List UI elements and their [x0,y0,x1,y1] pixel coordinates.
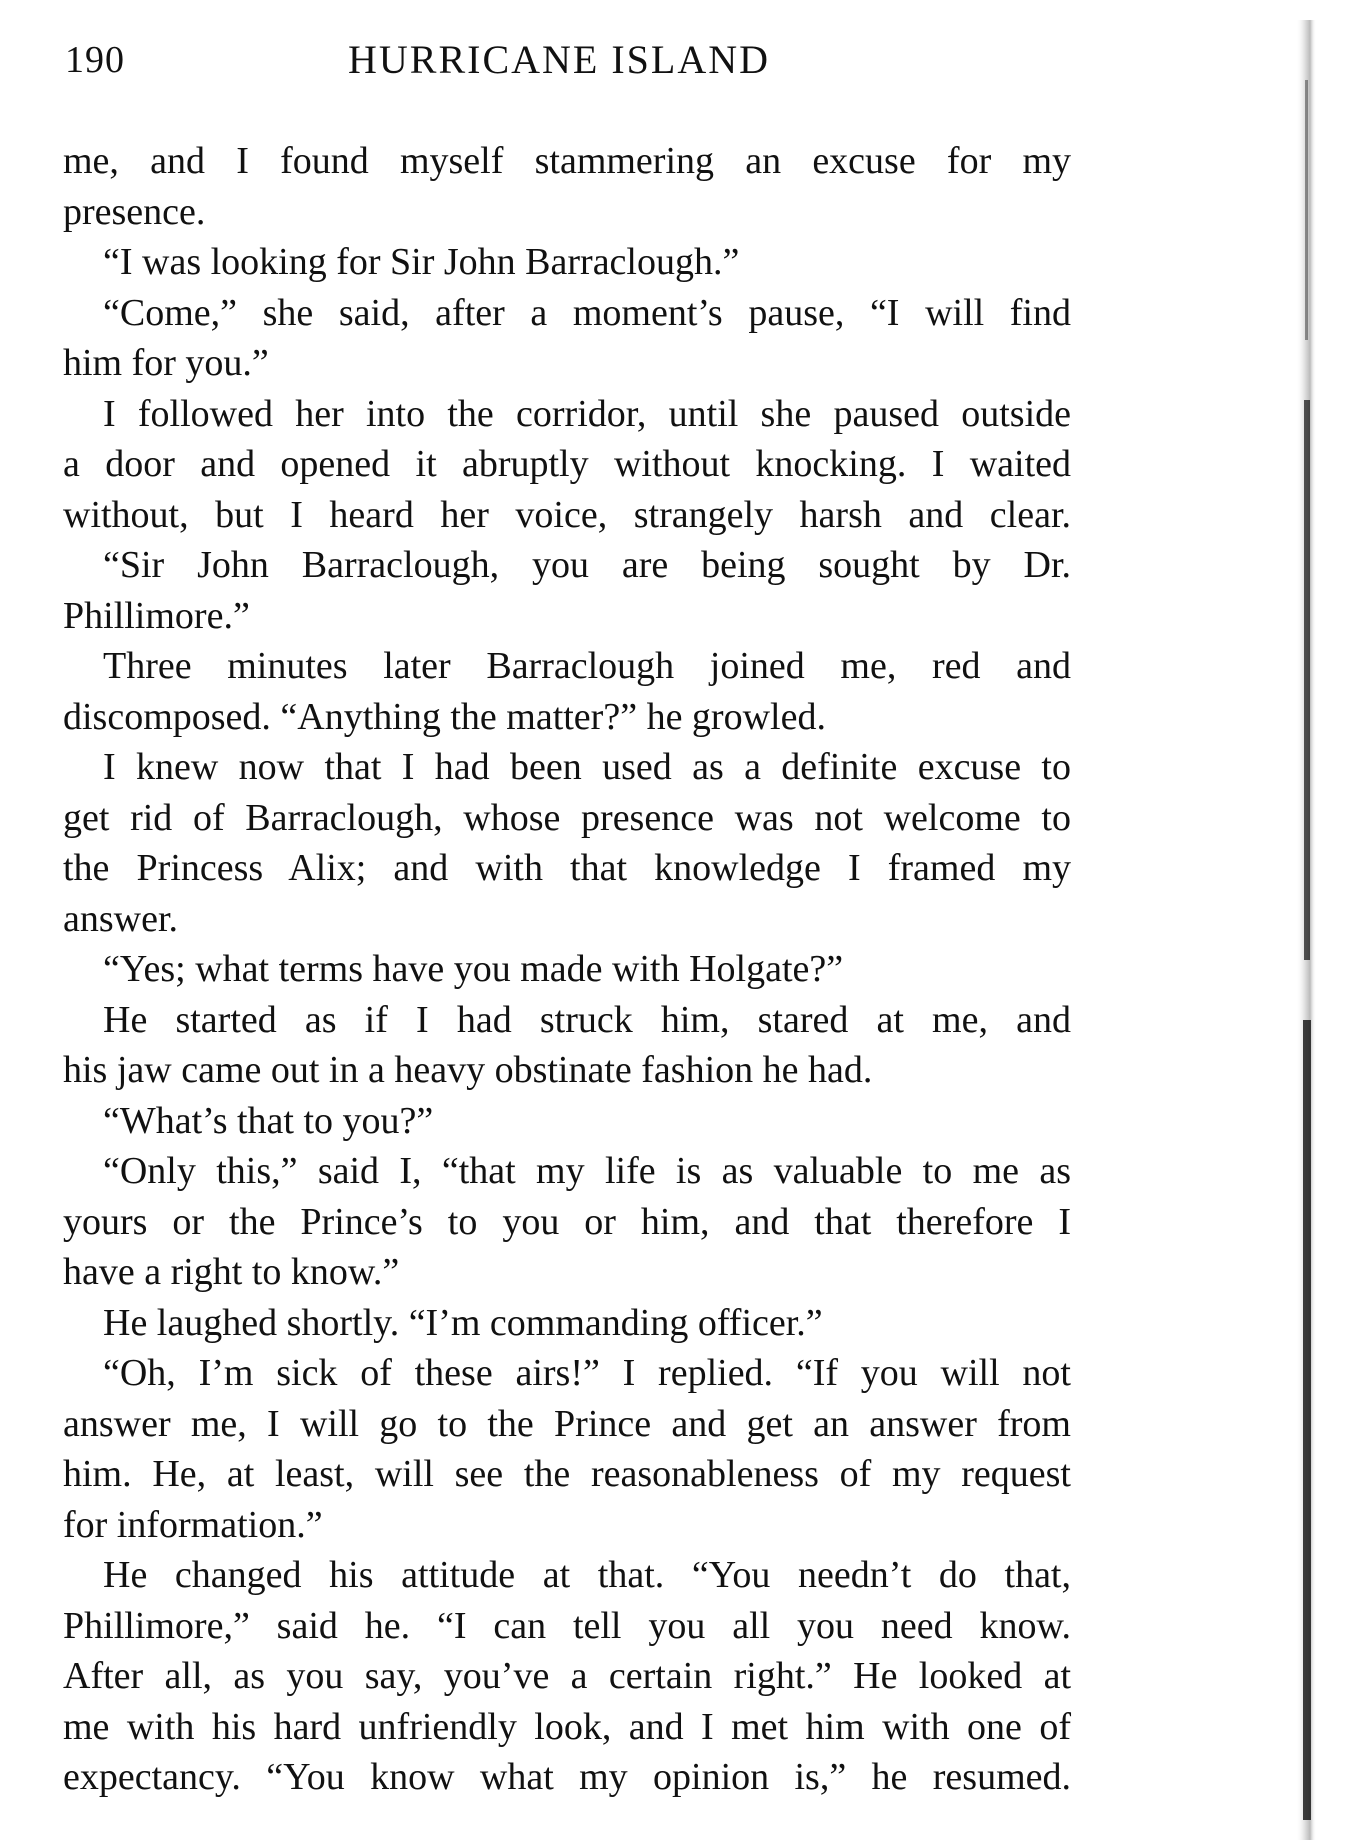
text-line: me, and I found myself stammering an excuse for my [63,140,1071,182]
text-line: He laughed shortly. “I’m commanding officer.” [103,1301,823,1344]
text-line: Phillimore,” said he. “I can tell you all you need know. [63,1604,1071,1647]
text-line: presence. [63,190,206,233]
text-line: a door and opened it abruptly without knocking. I waited [63,443,1071,485]
text-line: I followed her into the corridor, until she paused outside [103,392,1071,435]
text-line: After all, as you say, you’ve a certain right.” He looked at [63,1655,1071,1697]
text-line: Three minutes later Barraclough joined me, red and [103,645,1071,687]
text-line: “Sir John Barraclough, you are being sought by Dr. [103,544,1071,586]
text-line: for information.” [63,1503,323,1546]
running-title: HURRICANE ISLAND [348,37,770,82]
text-line: the Princess Alix; and with that knowledge I framed my [63,847,1071,889]
text-line: him. He, at least, will see the reasonableness of my request [63,1453,1071,1495]
text-line: his jaw came out in a heavy obstinate fashion he had. [63,1049,873,1091]
page-header [65,32,1075,92]
text-line: “Yes; what terms have you made with Holgate?” [103,948,844,990]
text-line: expectancy. “You know what my opinion is,” he resumed. [63,1756,1071,1798]
text-line: have a right to know.” [63,1251,400,1293]
text-line: discomposed. “Anything the matter?” he growled. [63,695,826,738]
text-line: “Only this,” said I, “that my life is as valuable to me as [103,1150,1071,1192]
text-line: I knew now that I had been used as a definite excuse to [103,746,1071,788]
text-line: without, but I heard her voice, strangely harsh and clear. [63,493,1071,536]
text-line: “Come,” she said, after a moment’s pause, “I will find [103,291,1071,334]
text-line: him for you.” [63,342,269,384]
text-line: He started as if I had struck him, stared at me, and [103,998,1071,1041]
text-line: “I was looking for Sir John Barraclough.” [103,241,740,283]
page-number: 190 [65,39,125,81]
text-line: get rid of Barraclough, whose presence was not welcome to [63,796,1071,839]
body-text [63,136,1071,1803]
text-line: yours or the Prince’s to you or him, and that therefore I [63,1200,1071,1243]
text-line: “What’s that to you?” [103,1099,434,1142]
binding-gutter-shadow [1290,20,1322,1840]
text-line: “Oh, I’m sick of these airs!” I replied. “If you will not [103,1352,1071,1394]
text-line: answer. [63,897,179,940]
text-line: Phillimore.” [63,594,250,637]
text-line: answer me, I will go to the Prince and get an answer from [63,1402,1071,1445]
text-line: He changed his attitude at that. “You needn’t do that, [103,1554,1071,1596]
text-line: me with his hard unfriendly look, and I met him with one of [63,1705,1071,1748]
